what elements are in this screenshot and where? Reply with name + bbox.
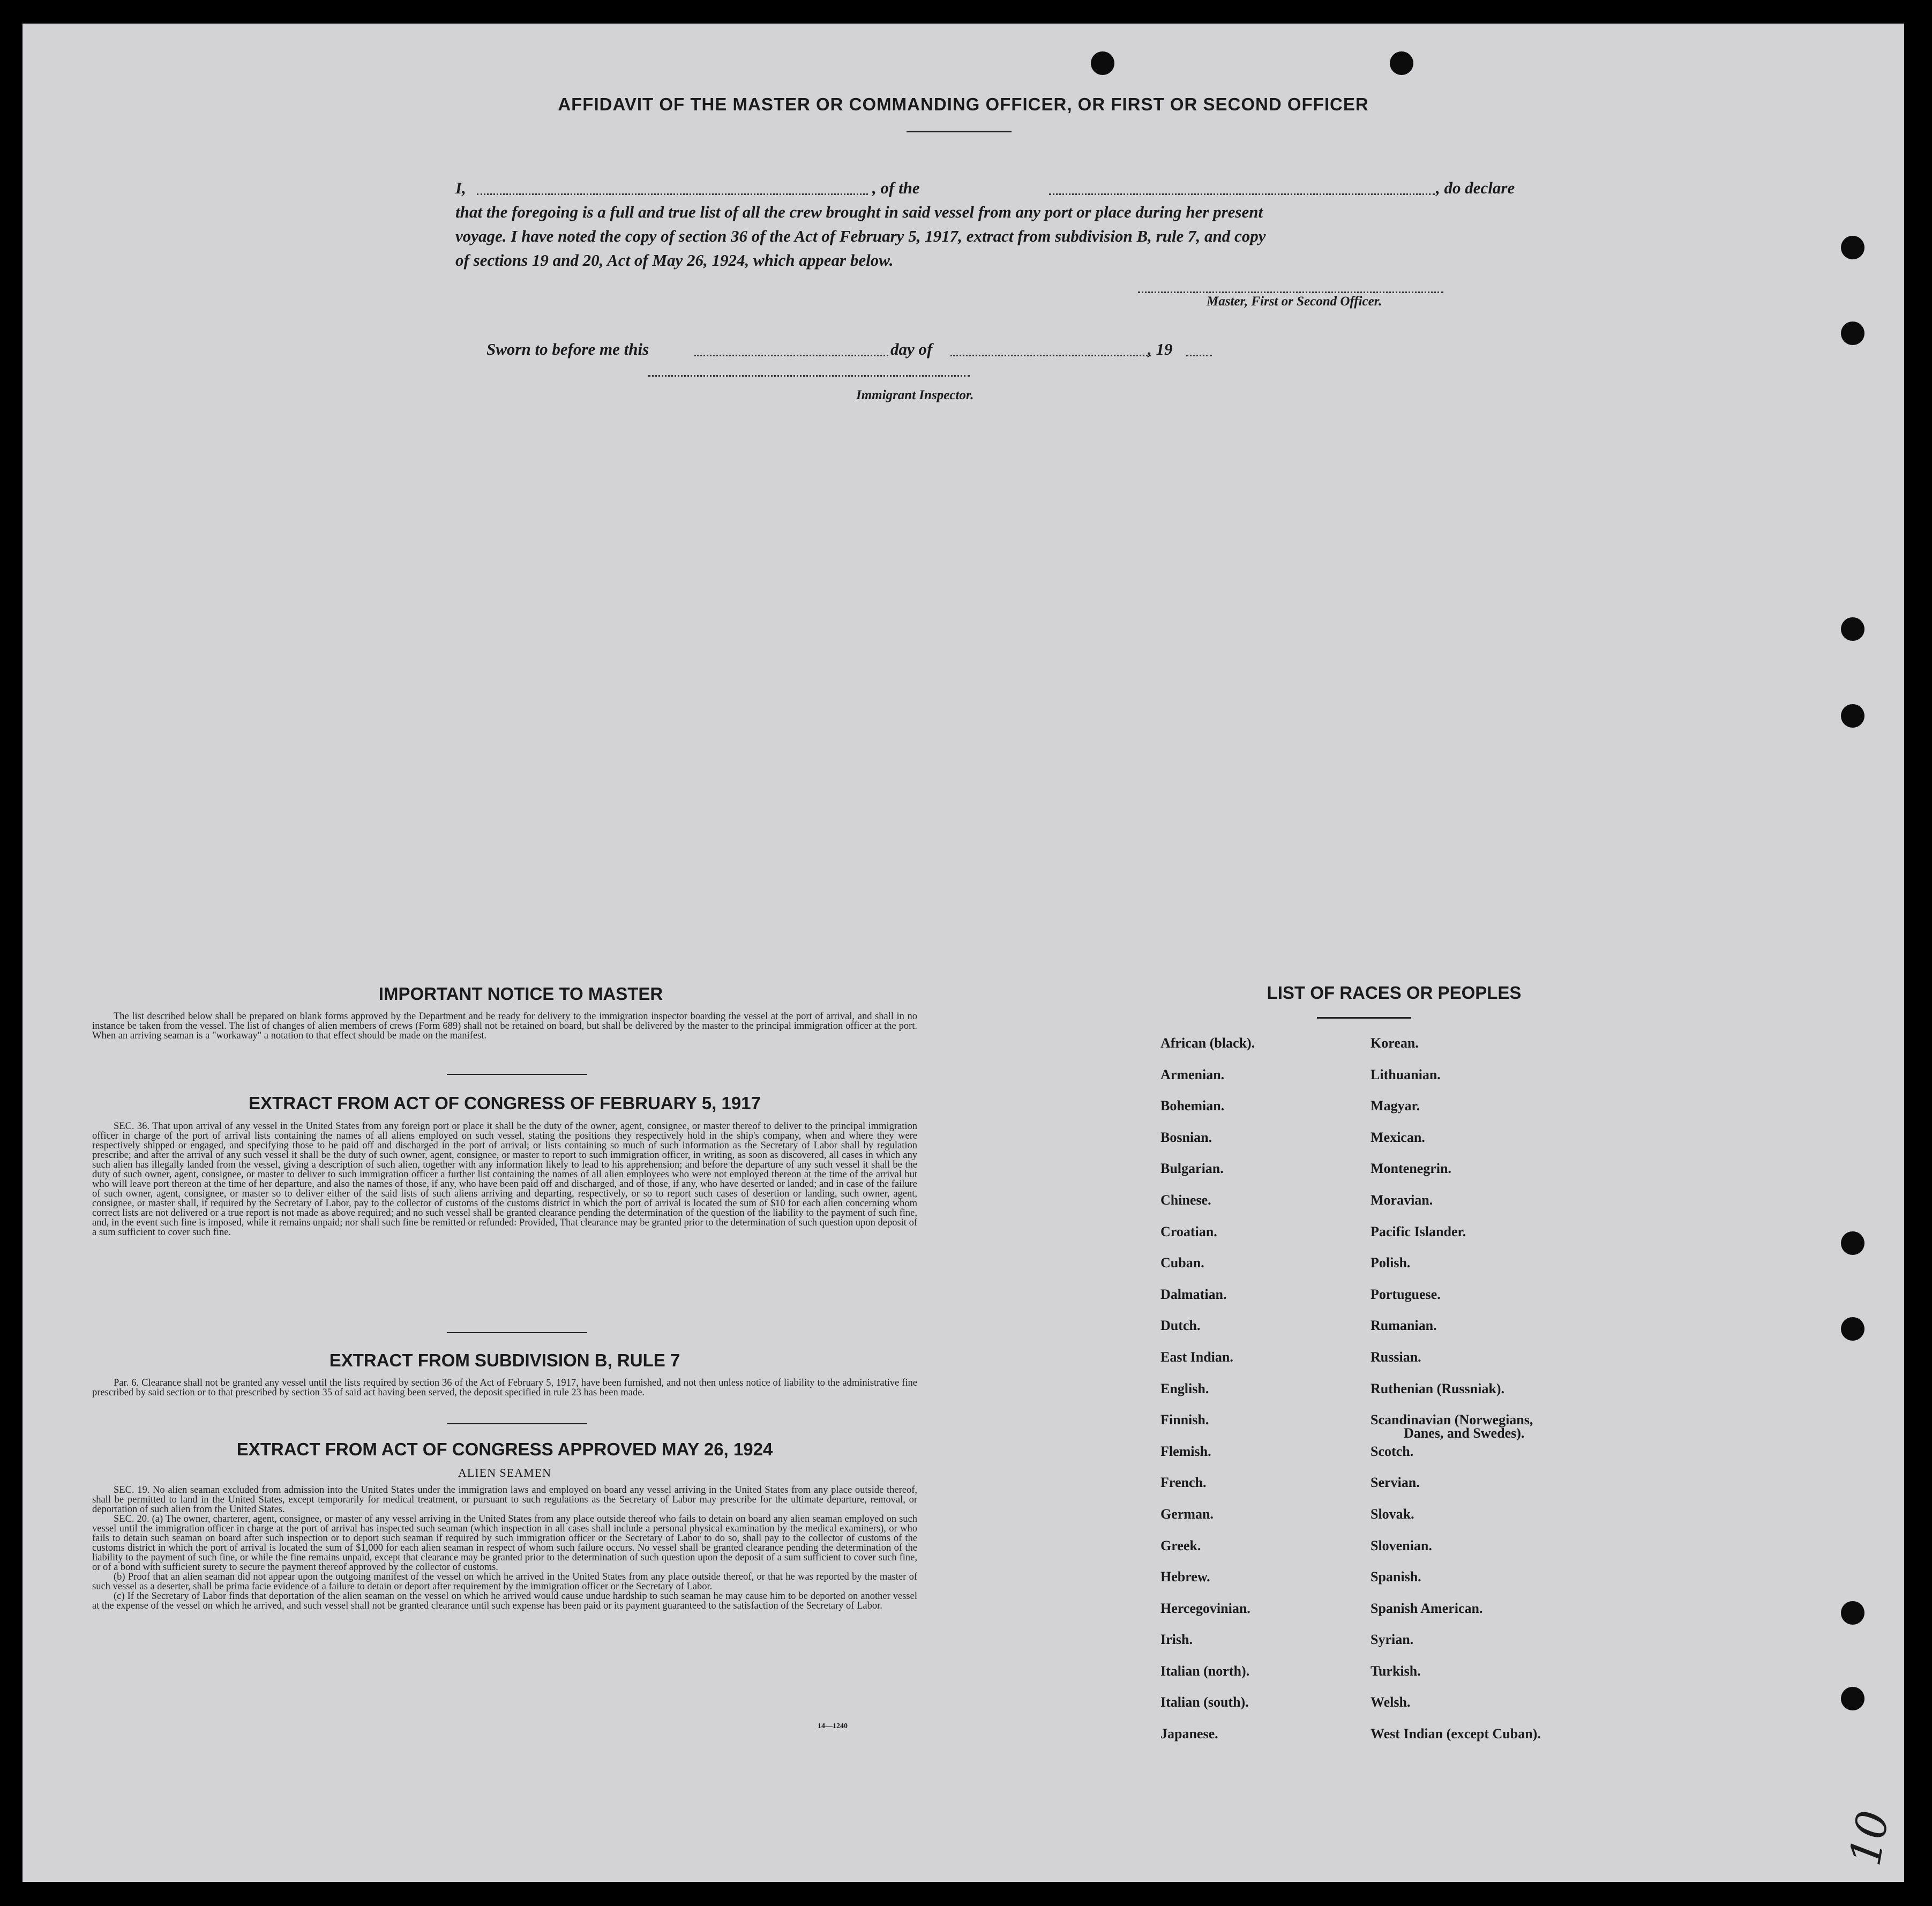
punch-hole xyxy=(1841,617,1864,641)
race-item: Russian. xyxy=(1371,1349,1421,1365)
divider xyxy=(447,1074,587,1075)
races-underline xyxy=(1317,1017,1411,1019)
affidavit-line-1 xyxy=(455,176,1515,200)
rule7-heading: EXTRACT FROM SUBDIVISION B, RULE 7 xyxy=(329,1350,680,1370)
punch-hole xyxy=(1091,51,1114,75)
race-item: Croatian. xyxy=(1160,1223,1217,1239)
race-item: Scotch. xyxy=(1371,1443,1414,1459)
race-item: Pacific Islander. xyxy=(1371,1223,1466,1239)
divider xyxy=(447,1332,587,1333)
master-name-field[interactable] xyxy=(477,193,868,195)
race-item: West Indian (except Cuban). xyxy=(1371,1726,1541,1742)
race-item: Polish. xyxy=(1371,1255,1411,1271)
affidavit-line-4: of sections 19 and 20, Act of May 26, 1924, which appear below. xyxy=(455,251,894,270)
races-heading: LIST OF RACES OR PEOPLES xyxy=(1267,983,1522,1003)
race-item: Flemish. xyxy=(1160,1443,1211,1459)
race-item: Italian (north). xyxy=(1160,1663,1250,1679)
master-signature-label: Master, First or Second Officer. xyxy=(1207,294,1382,309)
race-item: Slovak. xyxy=(1371,1506,1414,1522)
punch-hole xyxy=(1841,236,1864,259)
race-item: Scandinavian (Norwegians, xyxy=(1371,1412,1533,1428)
punch-hole xyxy=(1841,1317,1864,1341)
race-item: Spanish. xyxy=(1371,1569,1421,1585)
sec-20b: (b) Proof that an alien seaman did not appear upon the outgoing manifest of the vessel on which he arrived in the United States from any place outside thereof, or that he was reported by the master of such vessel as a deserter, shall be prima facie evidence of a failure to detain or deport after requirement by the immigration officer or the Secretary of Labor. xyxy=(92,1572,917,1592)
extract-1917-body: SEC. 36. That upon arrival of any vessel in the United States from any foreign port or place it shall be the duty of the owner, agent, consignee, or master thereof to deliver to the principal immigration officer in charge of the port of arrival lists containing the names of all aliens employed on such vessel, stating the positions they respectively hold in the ship's company, when and where they were respectively shipped or engaged, and specifying those to be paid off and discharged in the port of arrival; or lists containing so much of such information as the Secretary of Labor shall by regulation prescribe; and after the arrival of any such vessel it shall be the duty of such owner, agent, consignee, or master to report to such immigration officer, in writing, as soon as discovered, all cases in which any such alien has illegally landed from the vessel, giving a description of such alien, together with any information likely to lead to his apprehension; and before the departure of any such vessel it shall be the duty of such owner, agent, consignee, or master to deliver to such immigration officer a further list containing the names of all alien employees who were not employed thereon at the time of the arrival but who will leave port thereon at the time of her departure, and also the names of those, if any, who have been paid off and discharged, and of those, if any, who have deserted or landed; and in case of the failure of such owner, agent, consignee, or master so to deliver either of the said lists of such aliens arriving and departing, respectively, or so to report such cases of desertion or landing, such owner, agent, consignee, or master shall, if required by the Secretary of Labor, pay to the collector of customs of the customs district in which the port of arrival is located the sum of $10 for each alien concerning whom correct lists are not delivered or a true report is not made as above required; and no such vessel shall be granted clearance pending the determination of the question of the liability to the payment of such fine, and, in the event such fine is imposed, while it remains unpaid; nor shall such fine be remitted or refunded: Provided, That clearance may be granted prior to the determination of such question upon deposit of a sum sufficient to cover such fine. xyxy=(92,1121,917,1238)
race-item: Italian (south). xyxy=(1160,1694,1249,1710)
race-item: German. xyxy=(1160,1506,1214,1522)
races-left-column xyxy=(1160,1035,1255,1758)
race-item: Hercegovinian. xyxy=(1160,1600,1250,1616)
race-item: Dalmatian. xyxy=(1160,1286,1227,1302)
race-item: Armenian. xyxy=(1160,1066,1225,1082)
punch-hole xyxy=(1841,1231,1864,1255)
master-signature-field[interactable] xyxy=(1138,291,1443,293)
punch-hole xyxy=(1841,1687,1864,1710)
form-page xyxy=(23,24,1904,1882)
alien-seamen-subheading: ALIEN SEAMEN xyxy=(458,1466,551,1479)
inspector-label: Immigrant Inspector. xyxy=(856,388,974,402)
race-item: Mexican. xyxy=(1371,1129,1425,1145)
punch-hole xyxy=(1841,322,1864,345)
sec-19: SEC. 19. No alien seaman excluded from admission into the United States under the immigration laws and employed on board any vessel arriving in the United States from any place outside thereof, shall be permitted to land in the United States, except temporarily for medical treatment, or pursuant to such regulations as the Secretary of Labor may prescribe for the ultimate departure, removal, or deportation of such alien from the United States. xyxy=(92,1485,917,1515)
race-item: Japanese. xyxy=(1160,1726,1218,1742)
sworn-line xyxy=(486,338,1237,361)
form-number: 14—1240 xyxy=(818,1722,848,1730)
race-item: Ruthenian (Russniak). xyxy=(1371,1380,1504,1396)
inspector-signature-field[interactable] xyxy=(648,375,970,377)
punch-hole xyxy=(1841,704,1864,728)
races-right-column xyxy=(1371,1035,1541,1758)
race-item-continued: Danes, and Swedes). xyxy=(1404,1425,1525,1441)
extract-1924-body xyxy=(92,1485,917,1611)
race-item: Turkish. xyxy=(1371,1663,1421,1679)
race-item: Servian. xyxy=(1371,1475,1420,1491)
race-item: Irish. xyxy=(1160,1632,1193,1648)
punch-hole xyxy=(1390,51,1413,75)
handwritten-page-number: 10 xyxy=(1840,1807,1899,1870)
race-item: Montenegrin. xyxy=(1371,1161,1451,1177)
sec-20c: (c) If the Secretary of Labor finds that deportation of the alien seaman on the vessel on which he arrived would cause undue hardship to such seaman he may cause him to be deported on another vessel at the expense of the vessel on which he arrived, and such vessel shall not be granted clearance until such expense has been paid or its payment guaranteed to the satisfaction of the Secretary of Labor. xyxy=(92,1591,917,1611)
race-item: Hebrew. xyxy=(1160,1569,1210,1585)
vessel-name-field[interactable] xyxy=(1049,193,1435,195)
race-item: French. xyxy=(1160,1475,1207,1491)
extract-1917-heading: EXTRACT FROM ACT OF CONGRESS OF FEBRUARY 5, 1917 xyxy=(249,1093,761,1113)
notice-body: The list described below shall be prepared on blank forms approved by the Department and be ready for delivery to the immigration inspector boarding the vessel at the port of arrival, and shall in no instance be taken from the vessel. The list of changes of alien members of crews (Form 689) shall not be retained on board, but shall be delivered by the master to the principal immigration officer at the port. When an arriving seaman is a "workaway" a notation to that effect should be made on the manifest. xyxy=(92,1011,917,1041)
race-item: Lithuanian. xyxy=(1371,1066,1441,1082)
race-item: Cuban. xyxy=(1160,1255,1204,1271)
sworn-year-field[interactable] xyxy=(1186,355,1212,356)
race-item: East Indian. xyxy=(1160,1349,1233,1365)
race-item: Bohemian. xyxy=(1160,1098,1225,1114)
sworn-label: Sworn to before me this xyxy=(486,340,649,358)
punch-hole xyxy=(1841,1601,1864,1625)
affidavit-declare: , do declare xyxy=(1436,178,1515,197)
race-item: Syrian. xyxy=(1371,1632,1414,1648)
affidavit-line-3: voyage. I have noted the copy of section 36 of the Act of February 5, 1917, extract from subdivision B, rule 7, and copy xyxy=(455,227,1266,245)
race-item: Slovenian. xyxy=(1371,1537,1432,1553)
race-item: Greek. xyxy=(1160,1537,1201,1553)
affidavit-i: I, xyxy=(455,178,466,197)
race-item: Bosnian. xyxy=(1160,1129,1212,1145)
affidavit-of-the: , of the xyxy=(872,178,920,197)
sec-20a: SEC. 20. (a) The owner, charterer, agent, consignee, or master of any vessel arriving in the United States from any place outside thereof who fails to detain on board any alien seaman employed on such vessel until the immigration officer in charge at the port of arrival has inspected such seaman (which inspection in all cases shall include a personal physical examination by the medical examiners), or who fails to detain such seaman on board after such inspection or to deport such seaman if required by such immigration officer or the Secretary of Labor to do so, shall pay to the collector of customs of the customs district in which the port of arrival is located the sum of $1,000 for each alien seaman in respect of whom such failure occurs. No vessel shall be granted clearance pending the determination of the liability to the payment of such fine, or while the fine remains unpaid, except that clearance may be granted prior to the determination of such question upon the deposit of a sum sufficient to cover such fine, or of a bond with sufficient surety to secure the payment thereof approved by the collector of customs. xyxy=(92,1514,917,1573)
race-item: English. xyxy=(1160,1380,1209,1396)
race-item: Portuguese. xyxy=(1371,1286,1441,1302)
extract-1924-heading: EXTRACT FROM ACT OF CONGRESS APPROVED MAY 26, 1924 xyxy=(236,1439,773,1459)
divider xyxy=(447,1423,587,1424)
race-item: African (black). xyxy=(1160,1035,1255,1051)
sworn-month-field[interactable] xyxy=(950,355,1151,356)
race-item: Bulgarian. xyxy=(1160,1161,1224,1177)
race-item: Rumanian. xyxy=(1371,1318,1437,1334)
race-item: Welsh. xyxy=(1371,1694,1411,1710)
race-item: Magyar. xyxy=(1371,1098,1420,1114)
day-of-label: day of xyxy=(890,340,933,358)
affidavit-line-2: that the foregoing is a full and true list of all the crew brought in said vessel from any port or place during her present xyxy=(455,203,1263,221)
year-label: , 19 xyxy=(1148,340,1173,358)
title-underline xyxy=(907,131,1012,132)
race-item: Spanish American. xyxy=(1371,1600,1483,1616)
notice-heading: IMPORTANT NOTICE TO MASTER xyxy=(378,984,663,1004)
rule7-body: Par. 6. Clearance shall not be granted any vessel until the lists required by section 36 of the Act of February 5, 1917, have been furnished, and not then unless notice of liability to the administrative fine prescribed by said section or to that prescribed by section 35 of said act having been served, the deposit specified in rule 23 has been made. xyxy=(92,1378,917,1398)
race-item: Chinese. xyxy=(1160,1192,1211,1208)
race-item: Dutch. xyxy=(1160,1318,1201,1334)
affidavit-title: AFFIDAVIT OF THE MASTER OR COMMANDING OFFICER, OR FIRST OR SECOND OFFICER xyxy=(558,94,1369,114)
race-item: Moravian. xyxy=(1371,1192,1433,1208)
sworn-day-field[interactable] xyxy=(694,355,888,356)
race-item: Korean. xyxy=(1371,1035,1419,1051)
race-item: Finnish. xyxy=(1160,1412,1209,1428)
